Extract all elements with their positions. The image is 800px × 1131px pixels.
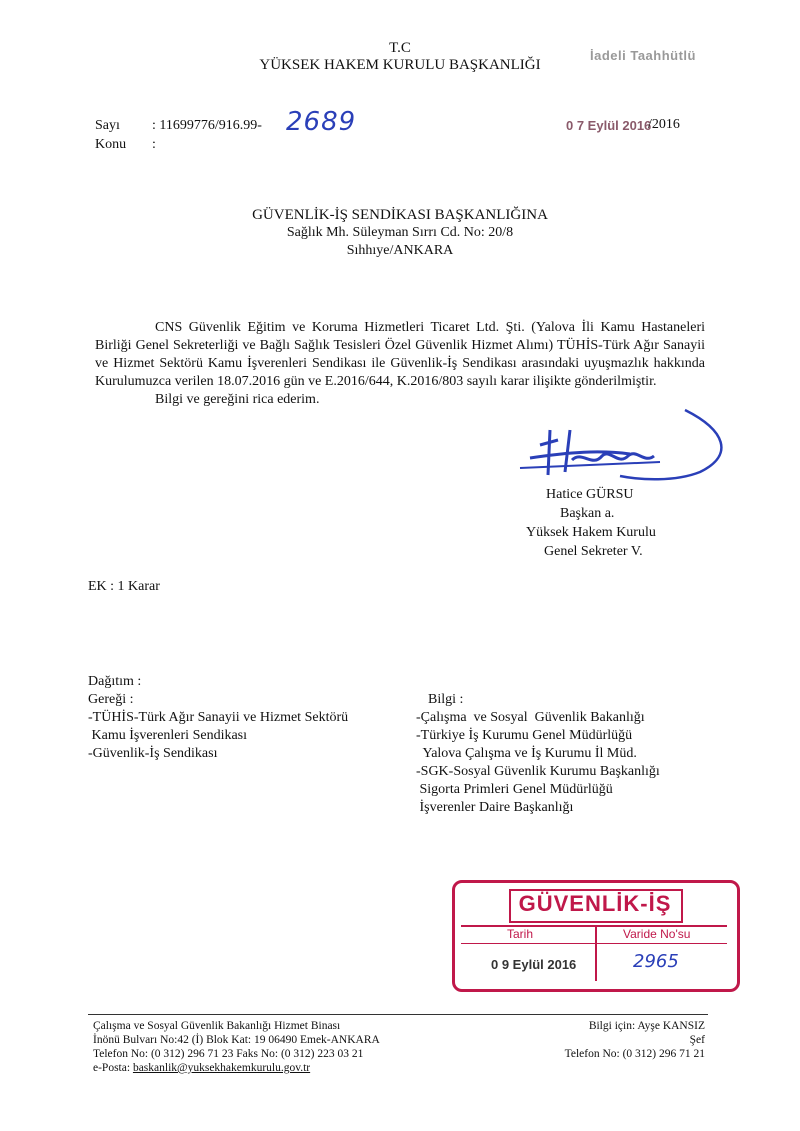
registered-mail-stamp: İadeli Taahhütlü [590,48,696,63]
signer-title-1: Başkan a. [560,506,615,521]
received-stamp-divider-v [595,925,597,981]
signature-block [520,485,656,561]
action-item: -Güvenlik-İş Sendikası [88,746,218,761]
recipient-city: Sıhhıye/ANKARA [346,243,454,258]
action-item: -TÜHİS-Türk Ağır Sanayii ve Hizmet Sektörü [88,710,349,725]
date-suffix: /2016 [648,117,680,132]
info-item: -SGK-Sosyal Güvenlik Kurumu Başkanlığı [416,764,660,779]
footer-email-line [93,1061,380,1075]
footer-contact-person: Bilgi için: Ayşe KANSIZ [588,1020,705,1032]
footer-phone: Telefon No: (0 312) 296 71 23 Faks No: (0 312) 223 03 21 [93,1048,364,1060]
received-stamp-number: 2965 [633,951,679,972]
footer-address-1: Çalışma ve Sosyal Güvenlik Bakanlığı Hizmet Binası [93,1020,341,1032]
letterhead-tc: T.C [389,40,411,56]
received-stamp-header-line [461,943,727,944]
ref-number-handwritten: 2689 [286,107,357,137]
ref-number-label: Sayı [95,118,120,133]
distribution-label: Dağıtım : [88,674,142,689]
footer-address-2: İnönü Bulvarı No:42 (İ) Blok Kat: 19 06490 Emek-ANKARA [93,1034,380,1046]
subject-value: : [152,137,156,152]
received-stamp-date-label: Tarih [507,927,534,941]
footer-left [93,1019,380,1075]
action-label: Gereği : [88,692,134,707]
received-stamp [452,880,740,992]
received-stamp-title: GÜVENLİK-İŞ [518,891,672,916]
signature-scribble [510,400,740,490]
action-item: Kamu İşverenleri Sendikası [88,728,248,743]
footer-contact-title: Şef [689,1034,705,1046]
body-paragraph-1: CNS Güvenlik Eğitim ve Koruma Hizmetleri Ticaret Ltd. Şti. (Yalova İli Kamu Hastaneleri Birliği Genel Sekreterliği ve Bağlı Sağlık Tesisleri Özel Güvenlik Hizmet Alımı) TÜHİS-Türk Ağır Sanayii ve Hizmet Sektörü Kamu İşverenleri Sendikası ile Güvenlik-İş Sendikası arasındaki uyuşmazlık hakkında Kurulumuzca verilen 18.07.2016 gün ve E.2016/644, K.2016/803 sayılı karar ilişikte gönderilmiştir. [95,320,705,389]
footer-contact-phone: Telefon No: (0 312) 296 71 21 [564,1048,705,1060]
info-item: Yalova Çalışma ve İş Kurumu İl Müd. [416,746,637,761]
received-stamp-number-label: Varide No'su [623,927,691,941]
recipient-name: GÜVENLİK-İŞ SENDİKASI BAŞKANLIĞINA [252,207,548,223]
attachment-line: EK : 1 Karar [88,579,160,594]
subject-label: Konu [95,137,127,152]
letterhead-institution: YÜKSEK HAKEM KURULU BAŞKANLIĞI [259,57,541,73]
recipient-address: Sağlık Mh. Süleyman Sırrı Cd. No: 20/8 [286,225,514,240]
footer-email-label: e-Posta: [93,1062,133,1074]
signer-title-3: Genel Sekreter V. [544,544,643,559]
letterhead [250,40,550,74]
recipient-block [200,206,600,260]
footer-email-link[interactable]: baskanlik@yuksekhakemkurulu.gov.tr [132,1062,311,1074]
ref-number-value: : 11699776/916.99- [152,118,262,133]
info-label: Bilgi : [428,692,464,707]
footer-rule [88,1014,708,1015]
signer-title-2: Yüksek Hakem Kurulu [526,525,656,540]
letter-body [95,319,705,409]
distribution-right [416,691,660,817]
info-item: Sigorta Primleri Genel Müdürlüğü [416,782,613,797]
info-item: -Türkiye İş Kurumu Genel Müdürlüğü [416,728,633,743]
body-paragraph-2: Bilgi ve gereğini rica ederim. [155,392,320,407]
footer-right [500,1019,705,1061]
info-item: -Çalışma ve Sosyal Güvenlik Bakanlığı [416,710,645,725]
received-stamp-date: 0 9 Eylül 2016 [491,957,577,972]
date-stamp: 0 7 Eylül 2016 [566,118,652,133]
distribution-left [88,673,348,763]
signer-name: Hatice GÜRSU [546,487,634,502]
info-item: İşverenler Daire Başkanlığı [416,800,574,815]
